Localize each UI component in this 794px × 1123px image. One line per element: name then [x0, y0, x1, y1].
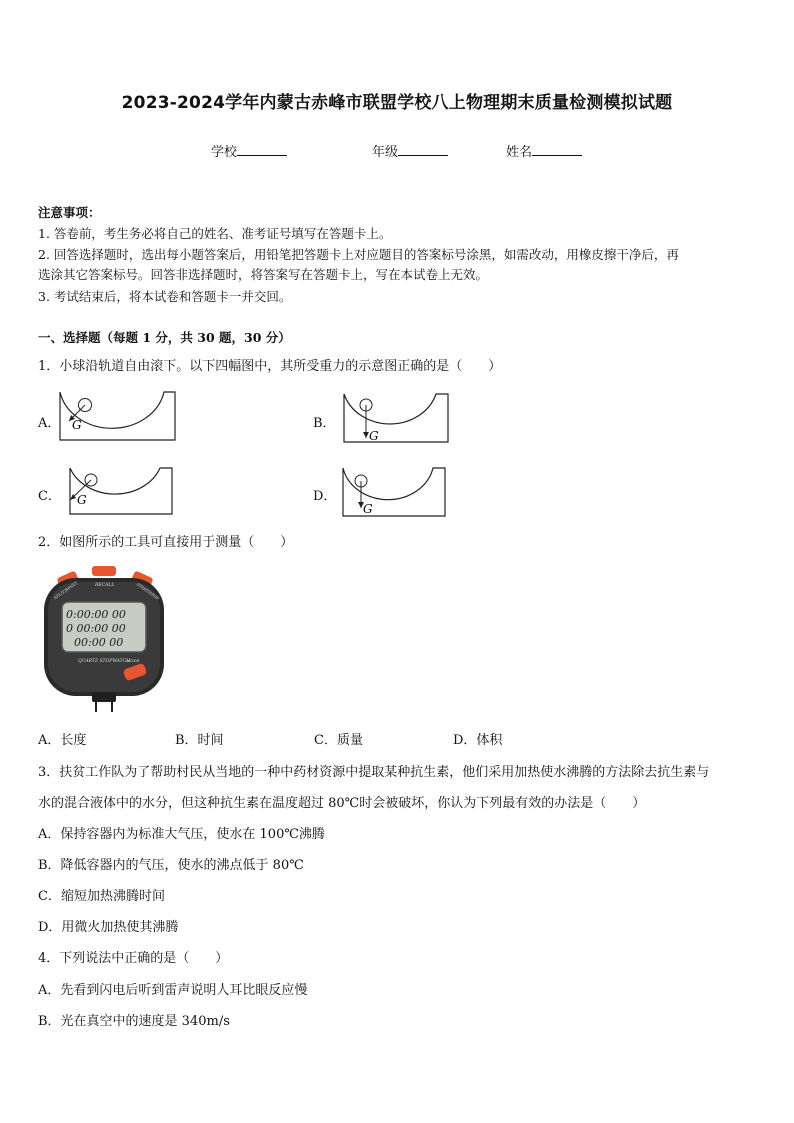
q2-option-a: A．长度 [38, 733, 87, 748]
q1-diagram-c [64, 464, 176, 520]
q4-option-b: B．光在真空中的速度是 340m/s [38, 1014, 230, 1029]
name-field [506, 141, 582, 160]
q2-option-b: B．时间 [175, 733, 224, 748]
notes-heading: 注意事项： [38, 205, 101, 220]
notes-item-2-cont: 选涂其它答案标号。回答非选择题时，将答案写在答题卡上，写在本试卷上无效。 [38, 267, 489, 282]
q1-b-force-label: G [369, 429, 379, 443]
school-field [211, 141, 287, 160]
question-1-stem: 1．小球沿轨道自由滚下。以下四幅图中，其所受重力的示意图正确的是（ ） [38, 359, 502, 374]
stopwatch-start-label: START/STOP [135, 581, 161, 601]
name-blank [532, 143, 582, 156]
q1-c-force-label: G [77, 493, 87, 507]
question-2-stem: 2．如图所示的工具可直接用于测量（ ） [38, 535, 294, 550]
grade-field [372, 141, 448, 160]
q1-diagram-b [342, 390, 452, 446]
grade-blank [398, 143, 448, 156]
q3-option-b: B．降低容器内的气压，使水的沸点低于 80℃ [38, 858, 304, 873]
q3-option-a: A．保持容器内为标准大气压，使水在 100℃沸腾 [38, 827, 325, 842]
grade-label: 年级 [372, 145, 399, 160]
stopwatch-display-row-1: 0:00:00 00 [66, 608, 126, 621]
stopwatch-brand: QUARTZ STOPWATCH [78, 659, 131, 664]
q1-option-c-label: C． [38, 489, 61, 504]
q1-option-b-label: B． [313, 416, 336, 431]
stopwatch-display-row-2: 0 00:00 00 [66, 622, 126, 635]
recall-button-shape [92, 566, 116, 576]
question-3-stem-line-2: 水的混合液体中的水分，但这种抗生素在温度超过 80℃时会被破坏，你认为下列最有效的办法是（ ） [38, 796, 646, 811]
stopwatch-image [40, 562, 168, 714]
q1-option-d-label: D． [313, 489, 337, 504]
section-heading: 一、选择题（每题 1 分，共 30 题，30 分） [38, 330, 291, 345]
q3-option-c: C．缩短加热沸腾时间 [38, 889, 165, 904]
school-blank [237, 143, 287, 156]
q1-option-a-label: A． [38, 416, 61, 431]
q2-option-c: C．质量 [314, 733, 363, 748]
q1-diagram-a [58, 388, 178, 446]
stopwatch-display-row-3: 00:00 00 [74, 636, 124, 649]
q2-option-d: D．体积 [453, 733, 503, 748]
stopwatch-split-label: SPLIT/RESET [52, 580, 79, 601]
school-label: 学校 [211, 145, 238, 160]
notes-item-2: 2. 回答选择题时，选出每小题答案后，用铅笔把答题卡上对应题目的答案标号涂黑，如需改动，用橡皮擦干净后，再 [38, 247, 679, 262]
name-label: 姓名 [506, 145, 533, 160]
stopwatch-recall-label: RECALL [95, 583, 115, 588]
question-3-stem-line-1: 3．扶贫工作队为了帮助村民从当地的一种中药材资源中提取某种抗生素，他们采用加热使水沸腾的方法除去抗生素与 [38, 765, 710, 780]
q1-a-force-label: G [72, 418, 82, 432]
q3-option-d: D．用微火加热使其沸腾 [38, 920, 179, 935]
q1-d-force-label: G [363, 502, 373, 516]
stopwatch-mode-label: MODE [126, 658, 140, 663]
notes-item-1: 1. 答卷前，考生务必将自己的姓名、准考证号填写在答题卡上。 [38, 226, 392, 241]
notes-item-3: 3. 考试结束后，将本试卷和答题卡一并交回。 [38, 289, 292, 304]
question-4-stem: 4．下列说法中正确的是（ ） [38, 951, 229, 966]
page-title: 2023-2024学年内蒙古赤峰市联盟学校八上物理期末质量检测模拟试题 [121, 93, 673, 113]
q4-option-a: A．先看到闪电后听到雷声说明人耳比眼反应慢 [38, 983, 308, 998]
q1-diagram-d [340, 464, 450, 522]
